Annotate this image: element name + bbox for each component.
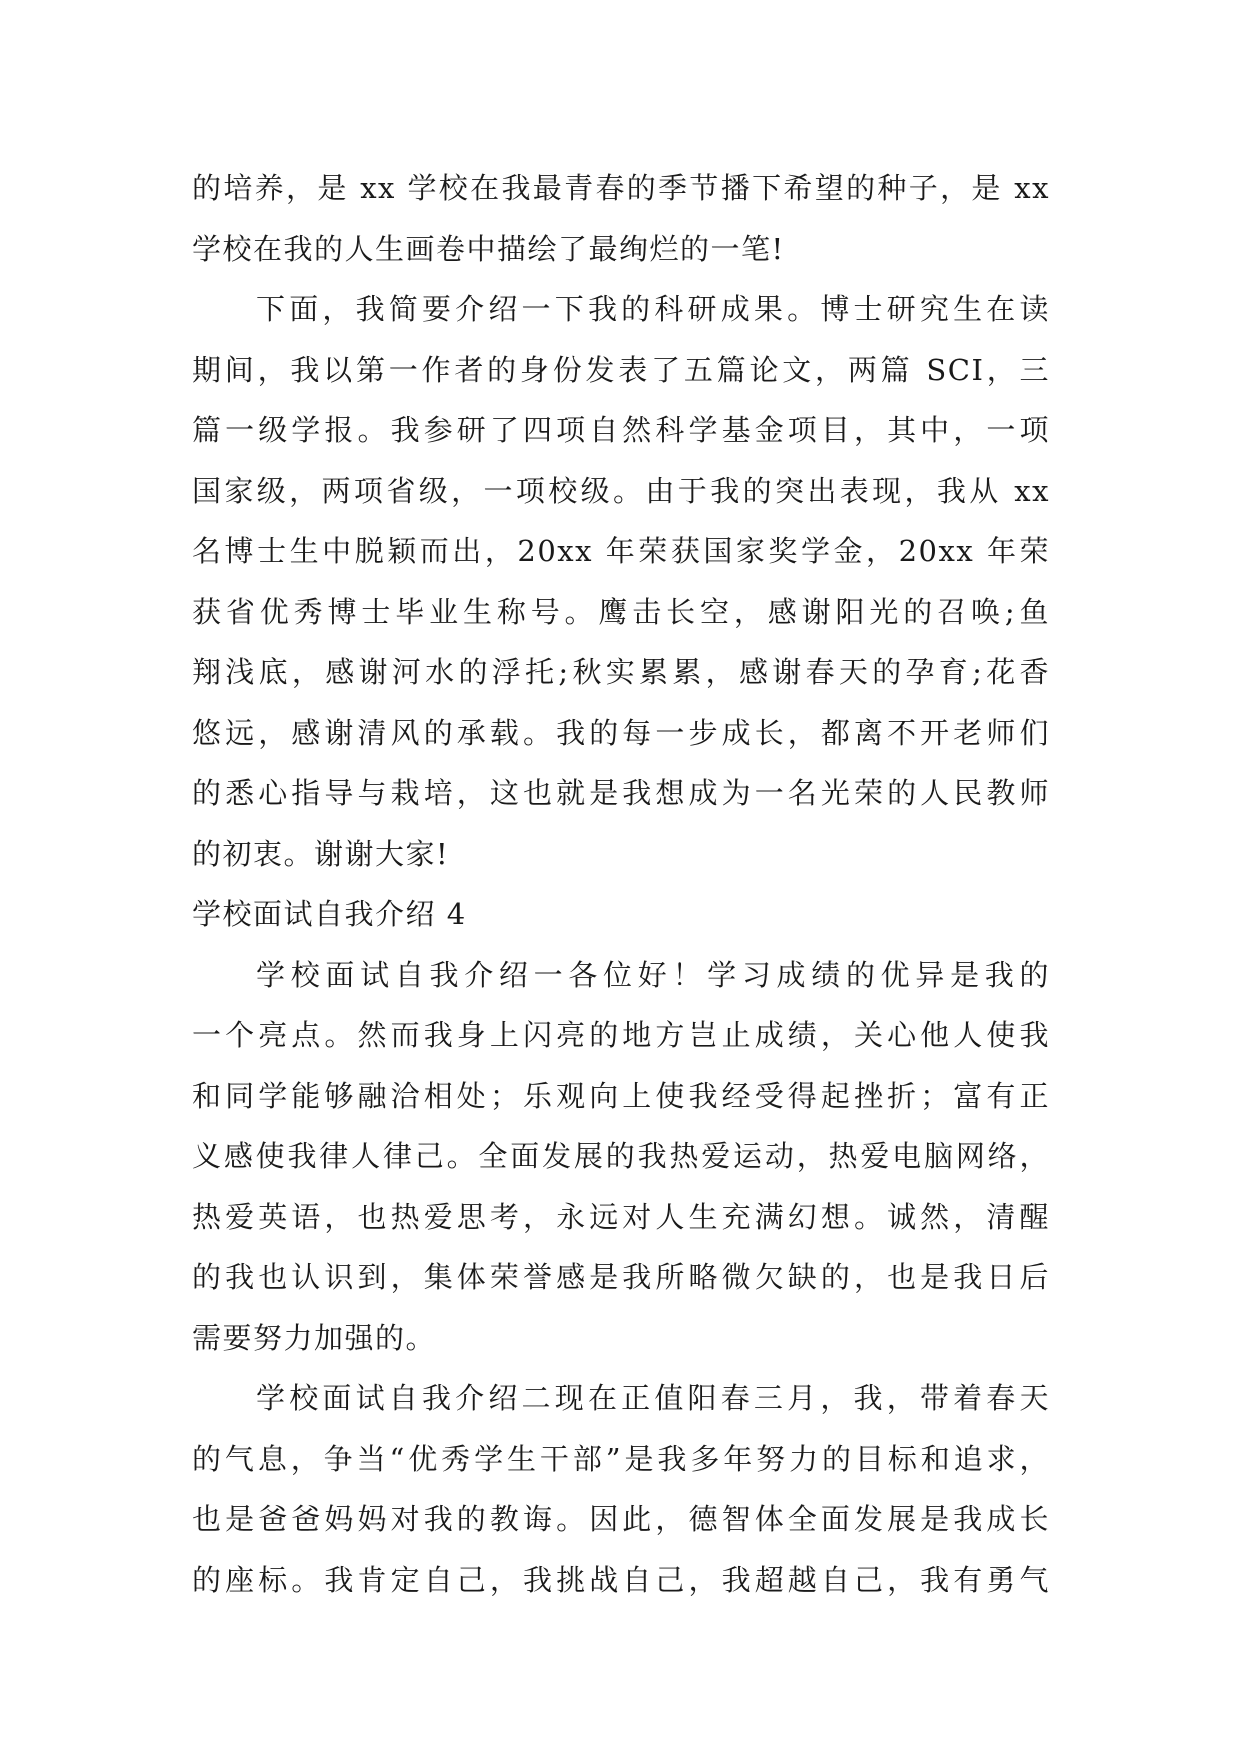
text-line: 的初衷。谢谢大家!: [192, 836, 450, 871]
text-line: 的悉心指导与栽培，这也就是我想成为一名光荣的人民教师: [192, 776, 1050, 810]
text-line: 和同学能够融洽相处；乐观向上使我经受得起挫折；富有正: [192, 1078, 1050, 1113]
text-line: 的座标。我肯定自己，我挑战自己，我超越自己，我有勇气: [192, 1562, 1050, 1597]
text-line: 的培养，是 xx 学校在我最青春的季节播下希望的种子，是 xx: [192, 171, 1050, 205]
text-line: 一个亮点。然而我身上闪亮的地方岂止成绩，关心他人使我: [192, 1018, 1050, 1052]
text-line: 的我也认识到，集体荣誉感是我所略微欠缺的，也是我日后: [192, 1260, 1050, 1294]
text-line: 期间，我以第一作者的身份发表了五篇论文，两篇 SCI，三: [192, 352, 1050, 387]
text-line: 获省优秀博士毕业生称号。鹰击长空，感谢阳光的召唤;鱼: [192, 594, 1050, 629]
text-line: 的气息，争当“优秀学生干部”是我多年努力的目标和追求，: [192, 1441, 1050, 1476]
text-line: 义感使我律人律己。全面发展的我热爱运动，热爱电脑网络，: [192, 1139, 1050, 1173]
document-body: [192, 158, 1050, 1610]
text-line: 学校面试自我介绍一各位好！学习成绩的优异是我的: [256, 957, 1050, 992]
text-line: 也是爸爸妈妈对我的教诲。因此，德智体全面发展是我成长: [192, 1502, 1050, 1536]
text-line: 热爱英语，也热爱思考，永远对人生充满幻想。诚然，清醒: [192, 1199, 1050, 1234]
text-line: 国家级，两项省级，一项校级。由于我的突出表现，我从 xx: [192, 473, 1050, 508]
section-heading: 学校面试自我介绍 4: [192, 897, 467, 931]
text-line: 学校面试自我介绍二现在正值阳春三月，我，带着春天: [256, 1381, 1050, 1415]
text-line: 名博士生中脱颖而出，20xx 年荣获国家奖学金，20xx 年荣: [192, 534, 1050, 568]
text-line: 翔浅底，感谢河水的浮托;秋实累累，感谢春天的孕育;花香: [192, 655, 1050, 689]
text-line: 悠远，感谢清风的承载。我的每一步成长，都离不开老师们: [192, 715, 1050, 750]
text-line: 学校在我的人生画卷中描绘了最绚烂的一笔!: [192, 231, 785, 266]
text-line: 下面，我简要介绍一下我的科研成果。博士研究生在读: [256, 292, 1050, 326]
text-line: 需要努力加强的。: [192, 1320, 437, 1355]
text-line: 篇一级学报。我参研了四项自然科学基金项目，其中，一项: [192, 413, 1050, 447]
